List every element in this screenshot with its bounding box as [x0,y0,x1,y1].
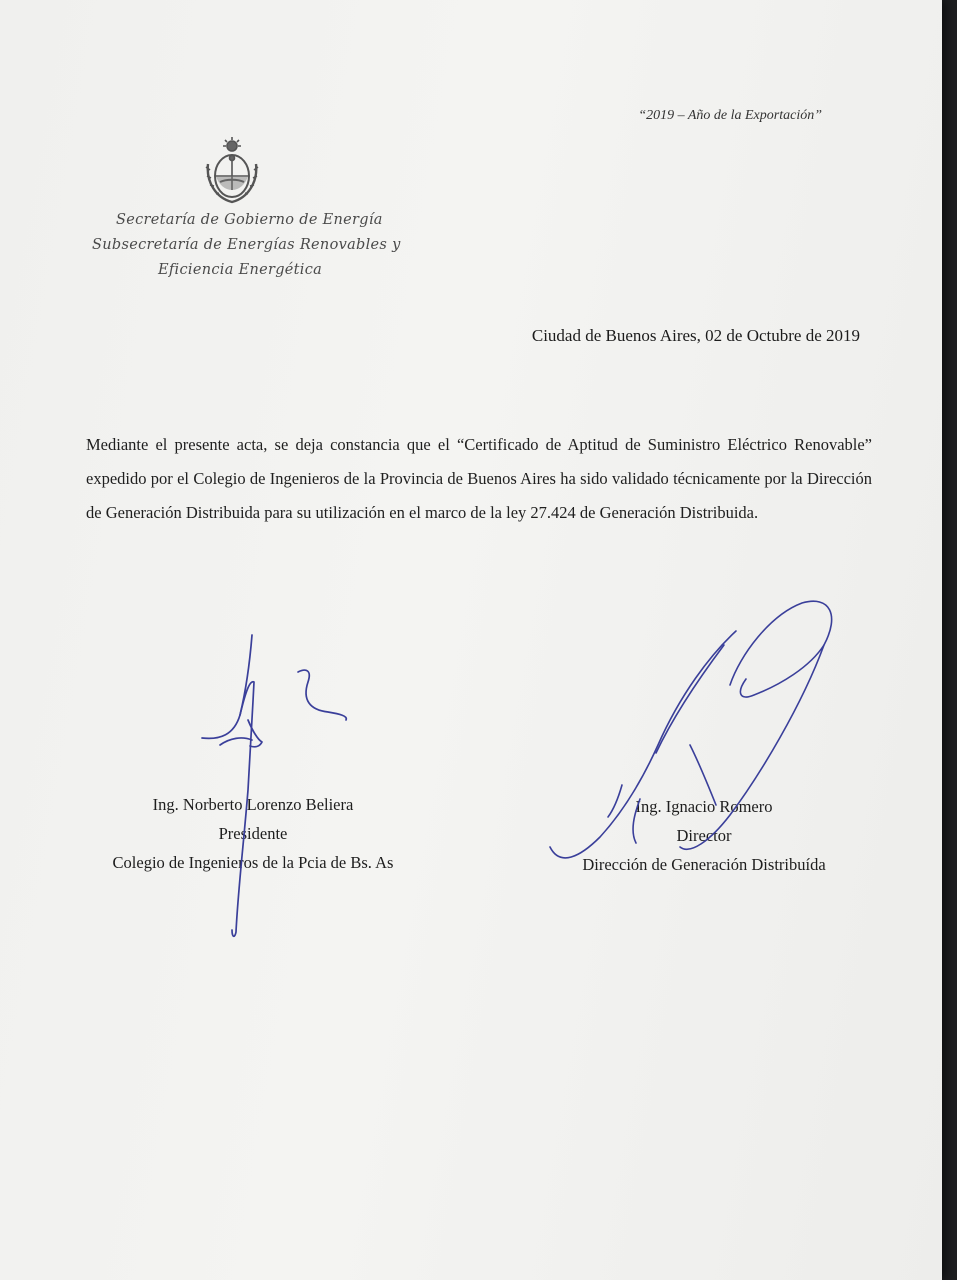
certificate-body: Mediante el presente acta, se deja constancia que el “Certificado de Aptitud de Suministro Eléctrico Renovable” expedido por el Colegio de Ingenieros de la Provincia de Buenos Aires ha sido validado técnicamente por la Dirección de Generación Distribuida para su utilización en el marco de la ley 27.424 de Generación Distribuida. [86,435,872,522]
signatory-organization: Dirección de Generación Distribuída [582,855,826,874]
handwritten-signature-left [180,620,370,940]
department-line-2: Subsecretaría de Energías Renovables y [92,237,401,253]
signatory-organization: Colegio de Ingenieros de la Pcia de Bs. As [112,853,394,872]
year-motto: “2019 – Año de la Exportación” [638,108,822,123]
date-line: Ciudad de Buenos Aires, 02 de Octubre de 2019 [531,326,860,345]
department-line-3: Eficiencia Energética [158,262,323,278]
signature-block-left [78,790,428,877]
signature-block-right [546,792,862,879]
signatory-name: Ing. Norberto Lorenzo Beliera [152,795,354,814]
signatory-name: Ing. Ignacio Romero [635,797,773,816]
signatory-role: Director [676,826,732,845]
signatory-role: Presidente [218,824,288,843]
department-letterhead [82,208,401,283]
national-coat-of-arms-icon [196,134,268,206]
department-line-1: Secretaría de Gobierno de Energía [116,212,383,228]
